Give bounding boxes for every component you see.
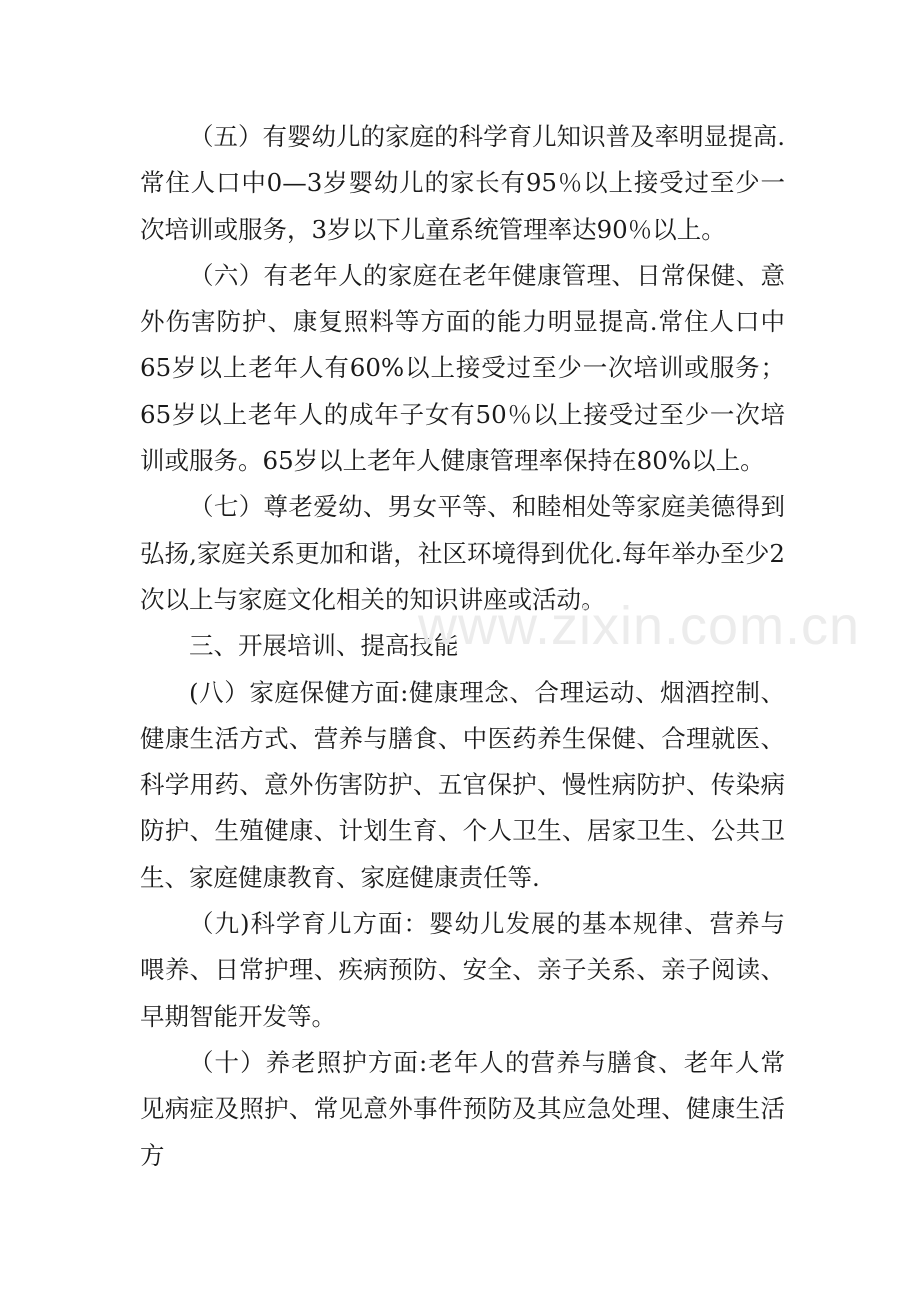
- document-body: [140, 114, 785, 1179]
- paragraph-10: （十）养老照护方面:老年人的营养与膳食、老年人常见病症及照护、常见意外事件预防及其应急处理、健康生活方: [140, 1047, 785, 1170]
- paragraph-6: （六）有老年人的家庭在老年健康管理、日常保健、意外伤害防护、康复照料等方面的能力明显提高.常住人口中65岁以上老年人有60%以上接受过至少一次培训或服务；65岁以上老年人的成年子女有50％以上接受过至少一次培训或服务。65岁以上老年人健康管理率保持在80%以上。: [140, 260, 785, 476]
- paragraph-8: (八）家庭保健方面:健康理念、合理运动、烟酒控制、健康生活方式、营养与膳食、中医药养生保健、合理就医、科学用药、意外伤害防护、五官保护、慢性病防护、传染病防护、生殖健康、计划生育、个人卫生、居家卫生、公共卫生、家庭健康教育、家庭健康责任等.: [140, 677, 785, 892]
- paragraph-9: （九)科学育儿方面：婴幼儿发展的基本规律、营养与喂养、日常护理、疾病预防、安全、亲子关系、亲子阅读、早期智能开发等。: [140, 909, 785, 1031]
- section-heading-3: 三、开展培训、提高技能: [189, 631, 459, 661]
- paragraph-5: （五）有婴幼儿的家庭的科学育儿知识普及率明显提高.常住人口中0—3岁婴幼儿的家长有95％以上接受过至少一次培训或服务，3岁以下儿童系统管理率达90％以上。: [140, 122, 785, 244]
- paragraph-7: （七）尊老爱幼、男女平等、和睦相处等家庭美德得到弘扬,家庭关系更加和谐，社区环境得到优化.每年举办至少2次以上与家庭文化相关的知识讲座或活动。: [140, 492, 785, 614]
- watermark: www.zixin.com.cn: [418, 596, 861, 656]
